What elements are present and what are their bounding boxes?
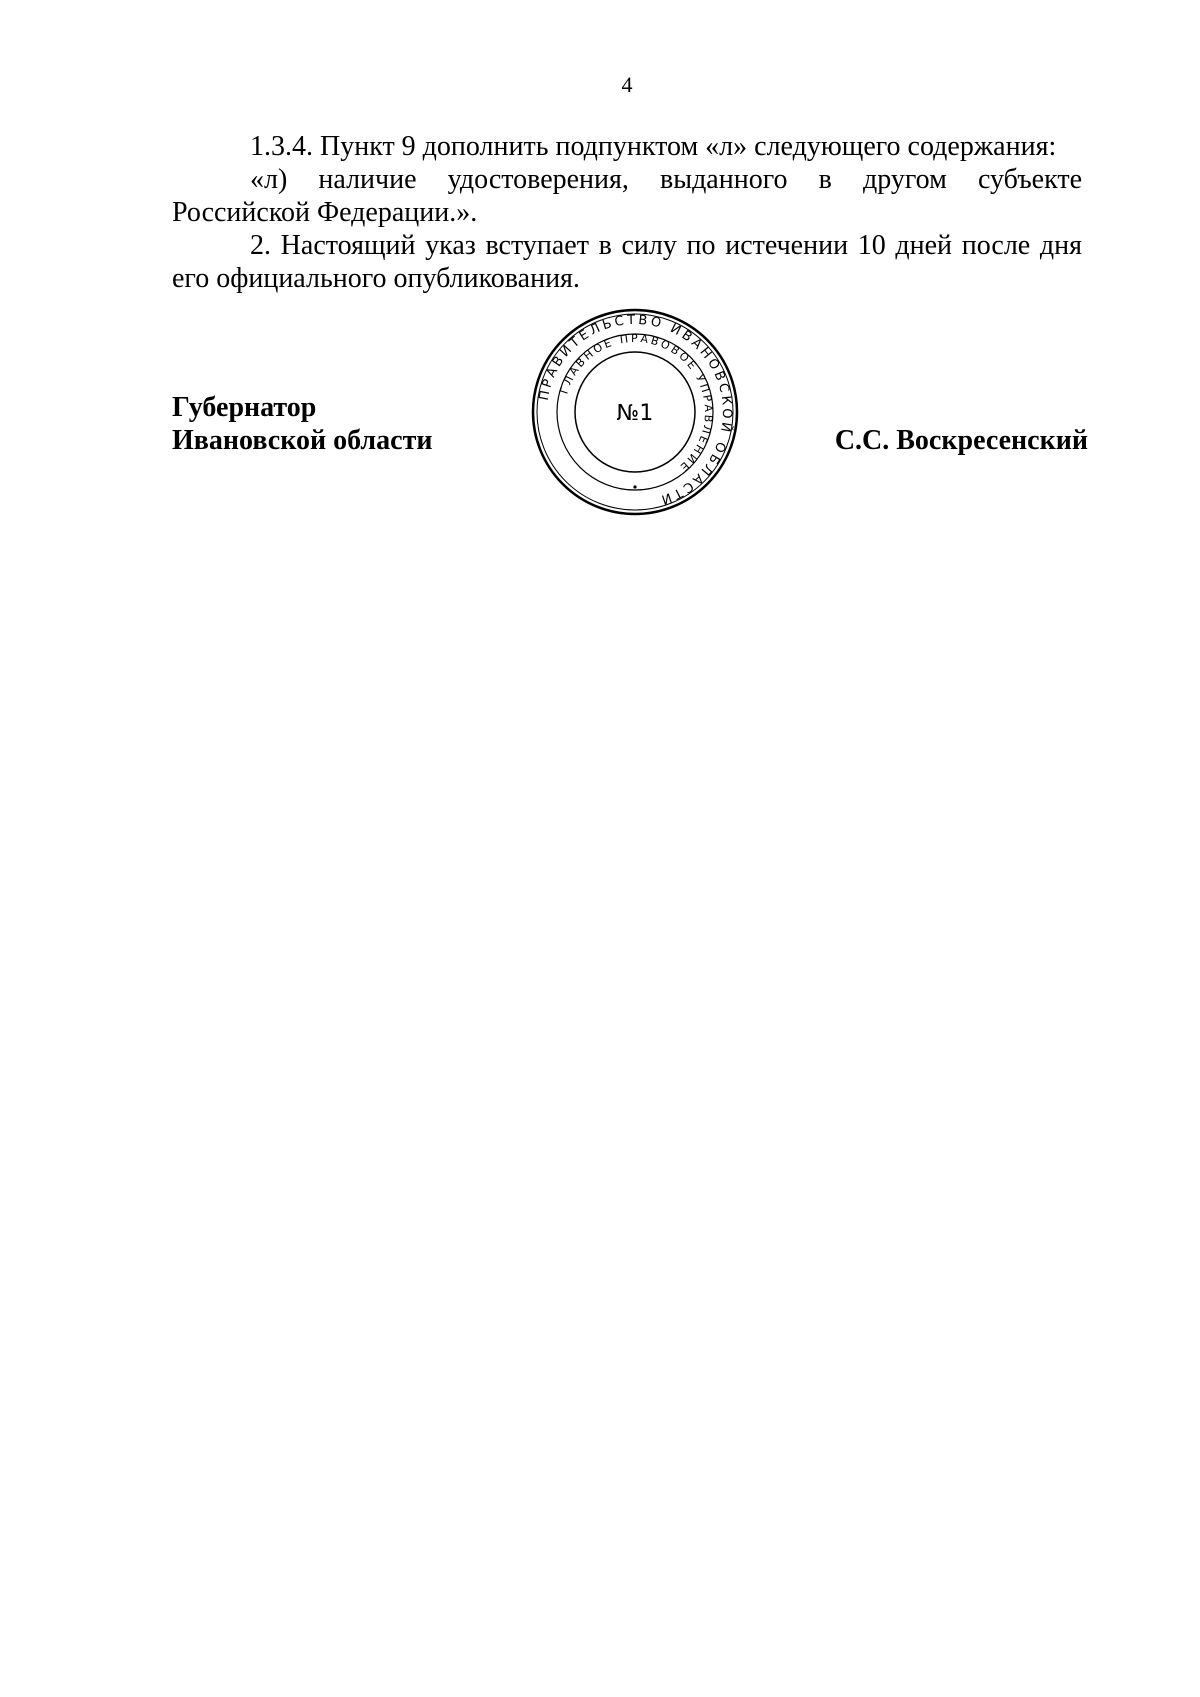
seal-inner-text: ГЛАВНОЕ ПРАВОВОЕ УПРАВЛЕНИЕ — [557, 331, 716, 475]
paragraph-2-effective-date: 2. Настоящий указ вступает в силу по истечении 10 дней после дня его официального опубликования. — [172, 230, 1082, 294]
page-number: 4 — [621, 72, 633, 97]
seal-outer-text: ПРАВИТЕЛЬСТВО ИВАНОВСКОЙ ОБЛАСТИ — [536, 312, 735, 508]
seal-number: №1 — [616, 401, 654, 426]
signatory-title — [172, 391, 432, 457]
signatory-title-line2: Ивановской области — [172, 425, 433, 456]
official-seal — [530, 307, 740, 517]
signatory-name: С.С. Воскресенский — [834, 425, 1088, 456]
signatory-title-line1: Губернатор — [172, 392, 317, 423]
paragraph-1-3-4: 1.3.4. Пункт 9 дополнить подпунктом «л» следующего содержания: — [250, 131, 1057, 162]
document-body — [172, 130, 1082, 295]
paragraph-subitem-l: «л) наличие удостоверения, выданного в другом субъекте Российской Федерации.». — [172, 164, 1082, 228]
